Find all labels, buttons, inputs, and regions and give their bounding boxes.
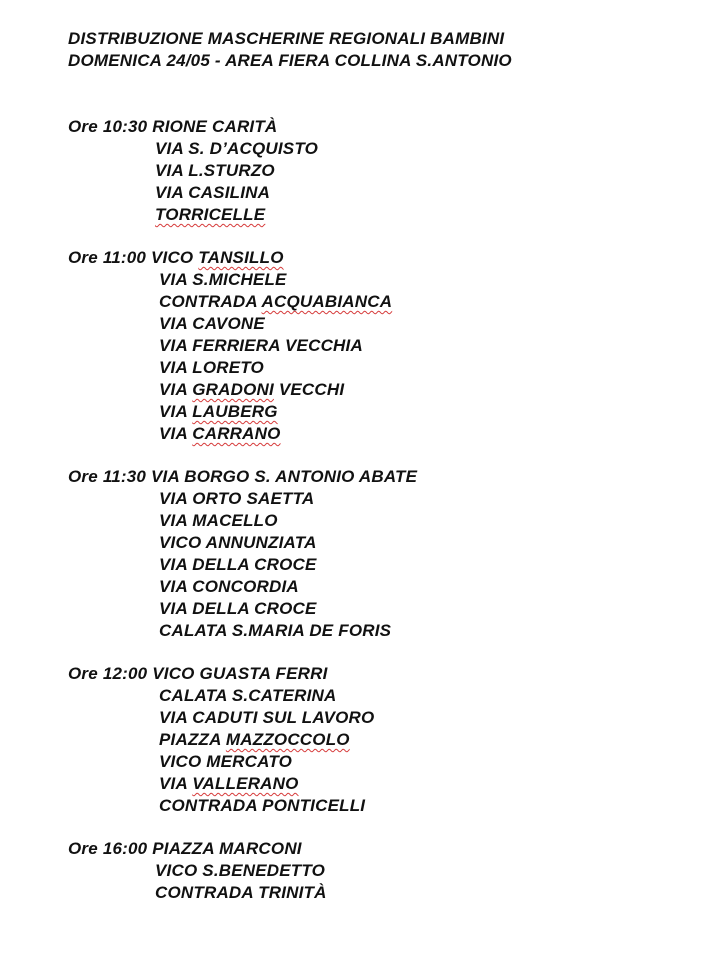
time-label: Ore 12:00	[68, 664, 148, 683]
street-item-flagged: ACQUABIANCA	[261, 292, 393, 311]
street-item: CONTRADA TRINITÀ	[155, 883, 327, 902]
street-item-prefix: CONTRADA	[159, 292, 262, 311]
street-item	[159, 424, 281, 444]
street-item: VIA CONCORDIA	[159, 577, 299, 596]
street-item	[159, 730, 350, 750]
street-item	[159, 292, 392, 312]
street-item	[159, 380, 344, 400]
street-item: VIA DELLA CROCE	[159, 599, 317, 618]
street-item: VIA CAVONE	[159, 314, 265, 333]
street-item: VIA MACELLO	[159, 511, 278, 530]
street-item: CALATA S.CATERINA	[159, 686, 337, 705]
street-item-prefix: VIA	[159, 380, 193, 399]
street-item: CALATA S.MARIA DE FORIS	[159, 621, 392, 640]
document-subtitle: DOMENICA 24/05 - AREA FIERA COLLINA S.ANTONIO	[68, 51, 512, 70]
street-item	[159, 774, 299, 794]
schedule-block-1100	[68, 248, 284, 268]
street-item: VIA CASILINA	[155, 183, 271, 202]
street-item-prefix: VIA	[159, 774, 193, 793]
time-label: Ore 10:30	[68, 117, 148, 136]
street-item: VICO S.BENEDETTO	[155, 861, 326, 880]
street-item-prefix: VIA	[159, 402, 193, 421]
street-item-flagged: VALLERANO	[192, 774, 299, 793]
street-item: VIA L.STURZO	[155, 161, 275, 180]
schedule-block-1200	[68, 664, 328, 684]
street-item-flagged: MAZZOCCOLO	[225, 730, 350, 749]
street-item: VIA S. D’ACQUISTO	[155, 139, 319, 158]
street-item: VICO GUASTA FERRI	[152, 664, 328, 683]
street-item-prefix: VICO	[150, 248, 199, 267]
street-item: VIA DELLA CROCE	[159, 555, 317, 574]
time-label: Ore 11:00	[68, 248, 147, 267]
street-item: VICO MERCATO	[159, 752, 293, 771]
street-item: VIA FERRIERA VECCHIA	[159, 336, 363, 355]
schedule-block-1130	[68, 467, 417, 487]
schedule-block-1030	[68, 117, 277, 137]
street-item: CONTRADA PONTICELLI	[159, 796, 366, 815]
street-item: VIA BORGO S. ANTONIO ABATE	[150, 467, 418, 486]
time-label: Ore 11:30	[68, 467, 147, 486]
street-item-flagged: LAUBERG	[192, 402, 278, 421]
street-item	[159, 402, 278, 422]
street-item: PIAZZA MARCONI	[152, 839, 302, 858]
street-item: RIONE CARITÀ	[152, 117, 278, 136]
street-item: VIA ORTO SAETTA	[159, 489, 315, 508]
street-item-suffix: VECCHI	[273, 380, 345, 399]
street-item	[151, 248, 284, 267]
street-item-prefix: PIAZZA	[159, 730, 226, 749]
street-item-label: TORRICELLE	[155, 205, 266, 224]
street-item-flagged: GRADONI	[192, 380, 274, 399]
street-item: VIA S.MICHELE	[159, 270, 287, 289]
document-title: DISTRIBUZIONE MASCHERINE REGIONALI BAMBINI	[68, 29, 505, 48]
street-item: VIA CADUTI SUL LAVORO	[159, 708, 375, 727]
street-item: VIA LORETO	[159, 358, 264, 377]
street-item: VICO ANNUNZIATA	[159, 533, 317, 552]
time-label: Ore 16:00	[68, 839, 148, 858]
street-item-prefix: VIA	[159, 424, 193, 443]
schedule-block-1600	[68, 839, 302, 859]
street-item-flagged: CARRANO	[192, 424, 281, 443]
street-item-flagged: TANSILLO	[198, 248, 284, 267]
street-item	[155, 205, 265, 225]
